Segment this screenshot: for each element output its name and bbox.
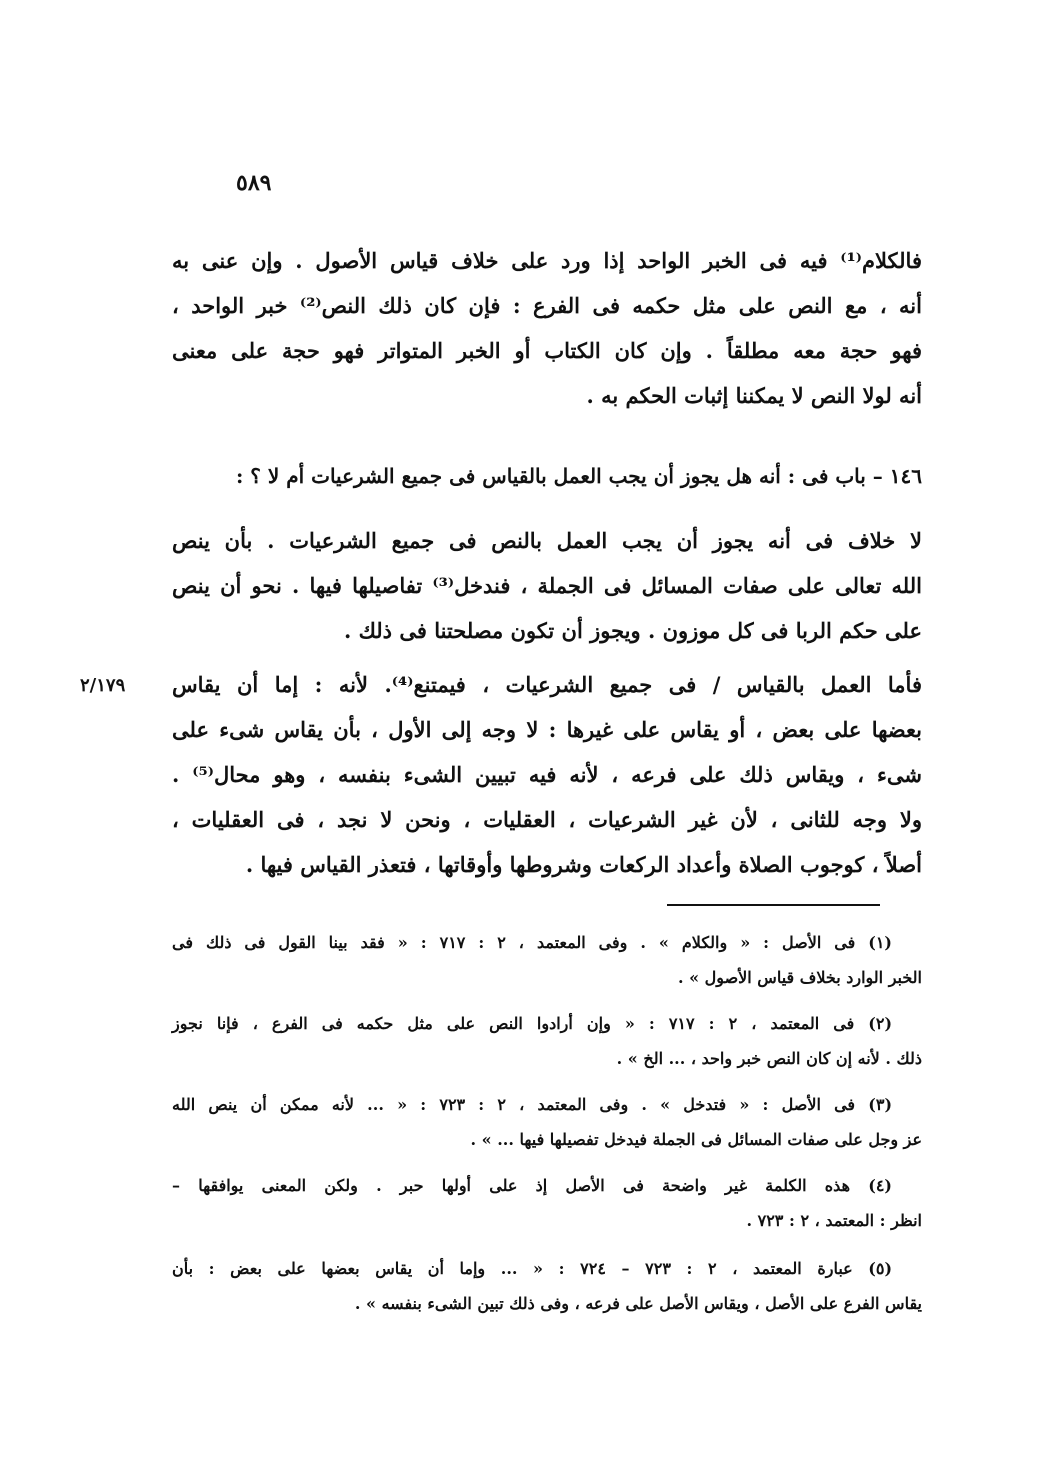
paragraph-1 (172, 238, 922, 418)
footnote-separator (667, 904, 880, 906)
text-line: أصلاً ، كوجوب الصلاة وأعداد الركعات وشروطها وأوقاتها ، فتعذر القياس فيها . (245, 852, 922, 877)
footnote-line: انظر : المعتمد ، ٢ : ٧٢٣ . (746, 1211, 922, 1230)
footnote-line: (١) فى الأصل : « والكلام » . وفى المعتمد ، ٢ : ٧١٧ : « فقد بينا القول فى ذلك فى (172, 933, 892, 952)
footnote-line: (٥) عبارة المعتمد ، ٢ : ٧٢٣ – ٧٢٤ : « ... وإما أن يقاس بعضها على بعض : بأن (172, 1259, 893, 1278)
page-number: ٥٨٩ (236, 170, 272, 196)
footnote-line: الخبر الوارد بخلاف قياس الأصول » . (677, 968, 922, 987)
paragraph-3 (172, 662, 922, 887)
footnote-5 (172, 1251, 922, 1321)
text-line: أنه لولا النص لا يمكننا إثبات الحكم به . (586, 383, 922, 408)
text-line: بعضها على بعض ، أو يقاس على غيرها : لا وجه إلى الأول ، بأن يقاس شىء على (172, 717, 922, 742)
footnote-4 (172, 1168, 922, 1238)
footnote-line: يقاس الفرع على الأصل ، ويقاس الأصل على فرعه ، وفى ذلك تبين الشىء بنفسه » . (354, 1294, 922, 1313)
text-line: فالكلام⁽¹⁾ فيه فى الخبر الواحد إذا ورد على خلاف قياس الأصول . وإن عنى به (172, 248, 922, 273)
footnote-line: (٤) هذه الكلمة غير واضحة فى الأصل إذ على أولها حبر . ولكن المعنى يوافقها – (172, 1176, 892, 1195)
text-line: ولا وجه للثانى ، لأن غير الشرعيات ، العقليات ، ونحن لا نجد ، فى العقليات ، (172, 807, 922, 832)
text-line: شىء ، ويقاس ذلك على فرعه ، لأنه فيه تبيين الشىء بنفسه ، وهو محال⁽⁵⁾ . (172, 762, 922, 787)
text-line: الله تعالى على صفات المسائل فى الجملة ، فندخل⁽³⁾ تفاصيلها فيها . نحو أن ينص (172, 573, 922, 598)
section-heading-block (172, 456, 922, 496)
footnote-1 (172, 925, 922, 995)
text-line: على حكم الربا فى كل موزون . ويجوز أن تكون مصلحتنا فى ذلك . (343, 618, 922, 643)
footnote-line: (٢) فى المعتمد ، ٢ : ٧١٧ : « وإن أرادوا النص على مثل حكمه فى الفرع ، فإنا نجوز (172, 1014, 893, 1033)
footnote-line: (٣) فى الأصل : « فتدخل » . وفى المعتمد ، ٢ : ٧٢٣ : « ... لأنه ممكن أن ينص الله (172, 1095, 893, 1114)
text-line: لا خلاف فى أنه يجوز أن يجب العمل بالنص فى جميع الشرعيات . بأن ينص (172, 528, 922, 553)
section-heading: ١٤٦ – باب فى : أنه هل يجوز أن يجب العمل بالقياس فى جميع الشرعيات أم لا ؟ : (235, 464, 922, 488)
margin-reference: ٢/١٧٩ (80, 675, 126, 696)
text-line: أنه ، مع النص على مثل حكمه فى الفرع : فإن كان ذلك النص⁽²⁾ خبر الواحد ، (172, 293, 922, 318)
footnote-3 (172, 1087, 922, 1157)
paragraph-2 (172, 518, 922, 653)
text-line: فهو حجة معه مطلقاً . وإن كان الكتاب أو الخبر المتواتر فهو حجة على معنى (172, 338, 922, 363)
footnote-line: عز وجل على صفات المسائل فى الجملة فيدخل تفصيلها فيها ... » . (470, 1130, 922, 1149)
footnote-line: ذلك . لأنه إن كان النص خبر واحد ، ... الخ » . (616, 1049, 922, 1068)
footnote-2 (172, 1006, 922, 1076)
text-line: فأما العمل بالقياس / فى جميع الشرعيات ، فيمتنع⁽⁴⁾. لأنه : إما أن يقاس (172, 672, 922, 697)
